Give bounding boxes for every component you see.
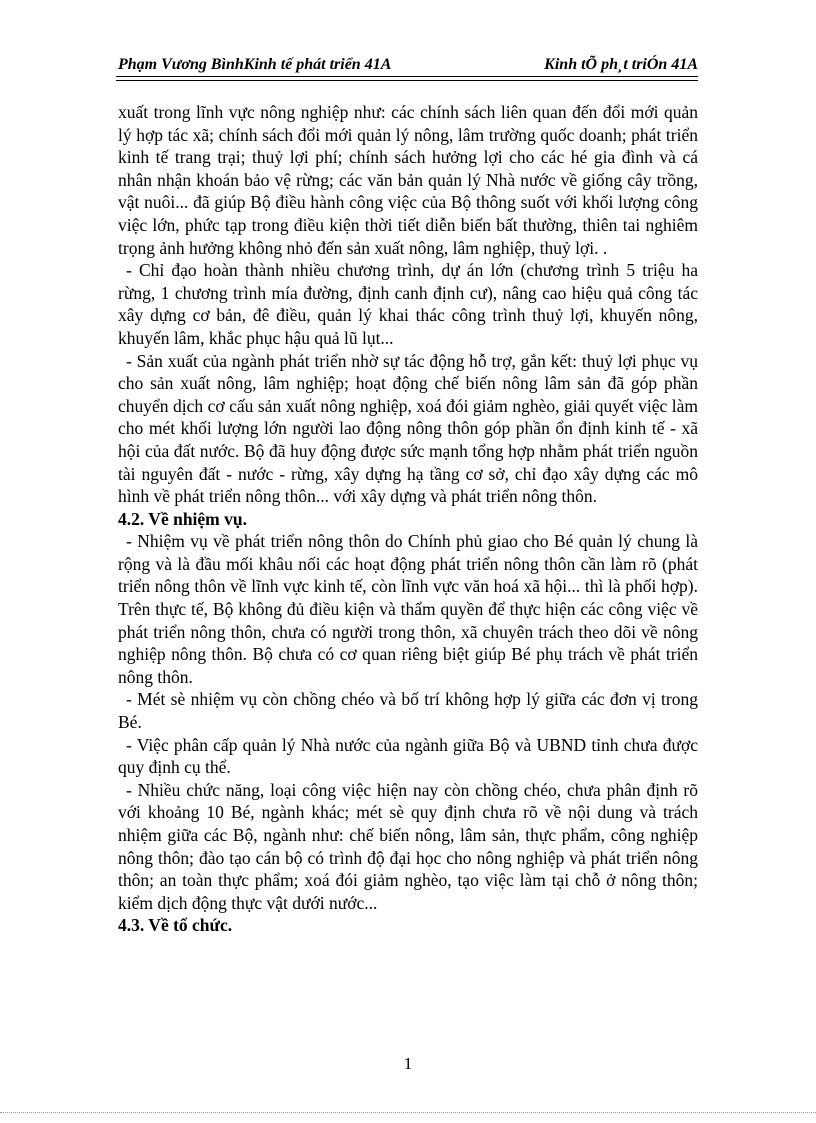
header-left-text: Phạm Vương BìnhKinh tế phát triển 41A <box>118 56 392 73</box>
page-header <box>118 50 698 74</box>
section-heading-tasks: 4.2. Về nhiệm vụ. <box>118 508 247 529</box>
section-heading-organization: 4.3. Về tổ chức. <box>118 915 233 936</box>
page-number: 1 <box>403 1054 413 1073</box>
paragraph-agricultural-policies: xuất trong lĩnh vực nông nghiệp như: các chính sách liên quan đến đổi mới quản lý hợp tác xã; chính sách đổi mới quản lý nông, lâm trường quốc doanh; phát triển kinh tế trang trại; thuỷ lợi phí; chính sách hưởng lợi cho các hé gia đình và cá nhân nhận khoán bảo vệ rừng; các văn bản quản lý Nhà nước về giống cây trồng, vật nuôi... đã giúp Bộ điều hành công việc của Bộ thông suốt với khối lượng công việc lớn, phức tạp trong điều kiện thời tiết diễn biến bất thường, thiên tai nghiêm trọng ảnh hưởng không nhỏ đến sản xuất nông, lâm nghiệp, thuỷ lợi. . <box>118 102 698 258</box>
header-right-text: Kinh tÕ ph¸t triÓn 41A <box>544 56 698 73</box>
paragraph-rural-tasks: - Nhiệm vụ về phát triển nông thôn do Chính phủ giao cho Bé quản lý chung là rộng và là đầu mối khâu nối các hoạt động phát triển nông thôn cần làm rõ (phát triển nông thôn về lĩnh vực kinh tế, còn lĩnh vực văn hoá xã hội... thì là phối hợp). Trên thực tế, Bộ không đủ điều kiện và thẩm quyền để thực hiện các công việc về phát triển nông thôn, chưa có người trong thôn, xã chuyên trách theo dõi về nông nghiệp nông thôn. Bộ chưa có cơ quan riêng biệt giúp Bé phụ trách về phát triển nông thôn. <box>118 531 698 687</box>
paragraph-overlapping-tasks: - Mét sè nhiệm vụ còn chồng chéo và bố trí không hợp lý giữa các đơn vị trong Bé. <box>118 689 698 733</box>
paragraph-programs: - Chỉ đạo hoàn thành nhiều chương trình, dự án lớn (chương trình 5 triệu ha rừng, 1 chương trình mía đường, định canh định cư), nâng cao hiệu quả công tác xây dựng cơ bản, đê điều, quản lý khai thác công trình thuỷ lợi, khuyến nông, khuyến lâm, khắc phục hậu quả lũ lụt... <box>118 260 698 348</box>
header-rule-bottom <box>116 80 698 81</box>
paragraph-production: - Sản xuất của ngành phát triển nhờ sự tác động hỗ trợ, gắn kết: thuỷ lợi phục vụ cho sản xuất nông, lâm nghiệp; hoạt động chế biến nông lâm sản đã góp phần chuyển dịch cơ cấu sản xuất nông nghiệp, xoá đói giảm nghèo, giải quyết việc làm cho mét khối lượng lớn người lao động nông thôn góp phần ổn định kinh tế - xã hội của đất nước. Bộ đã huy động được sức mạnh tổng hợp nhằm phát triển nguồn tài nguyên đất - nước - rừng, xây dựng hạ tầng cơ sở, chỉ đạo xây dựng các mô hình về phát triển nông thôn... với xây dựng và phát triển nông thôn. <box>118 350 698 507</box>
document-body <box>118 101 698 937</box>
paragraph-decentralization: - Việc phân cấp quản lý Nhà nước của ngành giữa Bộ và UBND tỉnh chưa được quy định cụ thể. <box>118 734 698 778</box>
paragraph-functions: - Nhiều chức năng, loại công việc hiện nay còn chồng chéo, chưa phân định rõ với khoảng 10 Bé, ngành khác; mét sè quy định chưa rõ về nội dung và trách nhiệm giữa các Bộ, ngành như: chế biến nông, lâm sản, thực phẩm, công nghiệp nông thôn; đào tạo cán bộ có trình độ đại học cho nông nghiệp và phát triển nông thôn; an toàn thực phẩm; xoá đói giảm nghèo, tạo việc làm tại chỗ ở nông thôn; kiểm dịch động thực vật dưới nước... <box>118 779 698 913</box>
header-rule-top <box>116 76 698 77</box>
page-bottom-border <box>0 1112 816 1113</box>
